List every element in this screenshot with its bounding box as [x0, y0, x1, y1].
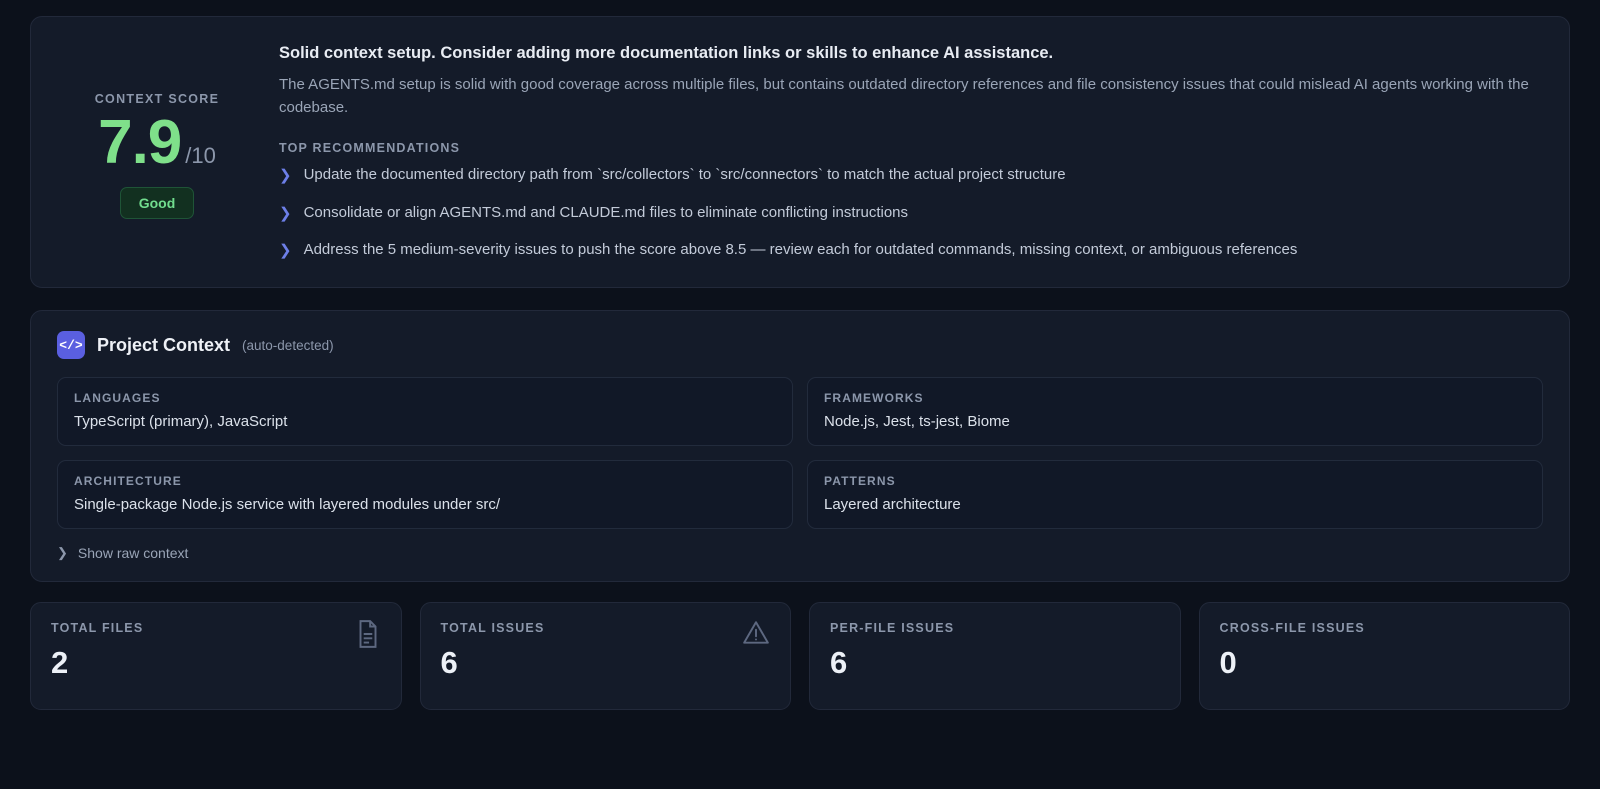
code-brackets-icon: </>: [57, 331, 85, 359]
context-cell-label: ARCHITECTURE: [74, 474, 182, 489]
score-summary-block: [57, 39, 257, 261]
context-score-value: 7.9: [98, 107, 182, 177]
warning-triangle-icon: [742, 619, 770, 652]
context-cell-architecture: [57, 460, 793, 529]
context-cell-label: PATTERNS: [824, 474, 896, 489]
status-badge: Good: [120, 187, 195, 219]
context-cell-patterns: [807, 460, 1543, 529]
stat-card-total-issues: [420, 602, 792, 710]
show-raw-context-toggle[interactable]: [57, 545, 1543, 561]
project-context-subtitle: (auto-detected): [242, 337, 334, 353]
context-cell-value: Node.js, Jest, ts-jest, Biome: [824, 413, 1010, 431]
context-cell-languages: [57, 377, 793, 446]
chevron-right-icon: ❯: [279, 204, 292, 222]
recommendation-item[interactable]: [279, 203, 1543, 224]
score-value-row: [98, 107, 216, 177]
score-details-block: [267, 39, 1543, 261]
stat-card-per-file-issues: [809, 602, 1181, 710]
stat-label: PER-FILE ISSUES: [830, 621, 955, 636]
stat-label: TOTAL ISSUES: [440, 621, 545, 636]
chevron-right-icon: ❯: [279, 167, 292, 185]
context-cell-frameworks: [807, 377, 1543, 446]
stat-card-cross-file-issues: [1199, 602, 1571, 710]
chevron-right-icon: ❯: [57, 545, 68, 561]
stat-value: 6: [830, 645, 848, 681]
recommendation-text: Consolidate or align AGENTS.md and CLAUDE.md files to eliminate conflicting instructions: [303, 203, 909, 221]
recommendation-item[interactable]: [279, 240, 1543, 261]
recommendation-item[interactable]: [279, 165, 1543, 186]
recommendation-text: Update the documented directory path from `src/collectors` to `src/connectors` to match the actual project structure: [303, 166, 1066, 184]
show-raw-context-label: Show raw context: [77, 545, 189, 562]
chevron-right-icon: ❯: [279, 241, 292, 259]
context-score-max: /10: [185, 142, 216, 168]
context-cell-value: Single-package Node.js service with layered modules under src/: [74, 496, 501, 514]
context-cell-label: LANGUAGES: [74, 391, 161, 406]
summary-description: The AGENTS.md setup is solid with good coverage across multiple files, but contains outdated directory references and file consistency issues that could mislead AI agents working with the codebase.: [279, 76, 1529, 116]
context-cell-value: Layered architecture: [824, 496, 961, 514]
context-score-label: CONTEXT SCORE: [94, 91, 220, 106]
stat-card-total-files: [30, 602, 402, 710]
stats-row: [30, 602, 1570, 710]
summary-headline: Solid context setup. Consider adding more documentation links or skills to enhance AI assistance.: [279, 44, 1054, 62]
project-context-header: [57, 331, 1543, 359]
project-context-grid: [57, 377, 1543, 529]
top-recommendations-label: TOP RECOMMENDATIONS: [279, 141, 461, 156]
stat-label: CROSS-FILE ISSUES: [1219, 621, 1365, 636]
project-context-title: Project Context: [97, 334, 231, 355]
stat-value: 6: [440, 645, 458, 681]
context-score-card: [30, 16, 1570, 288]
stat-label: TOTAL FILES: [51, 621, 144, 636]
project-context-card: [30, 310, 1570, 582]
recommendation-text: Address the 5 medium-severity issues to push the score above 8.5 — review each for outdated commands, missing context, or ambiguous references: [303, 240, 1298, 258]
context-cell-value: TypeScript (primary), JavaScript: [74, 413, 288, 431]
stat-value: 0: [1219, 645, 1237, 681]
stat-value: 2: [51, 645, 69, 681]
context-cell-label: FRAMEWORKS: [824, 391, 924, 406]
document-icon: [355, 619, 381, 654]
